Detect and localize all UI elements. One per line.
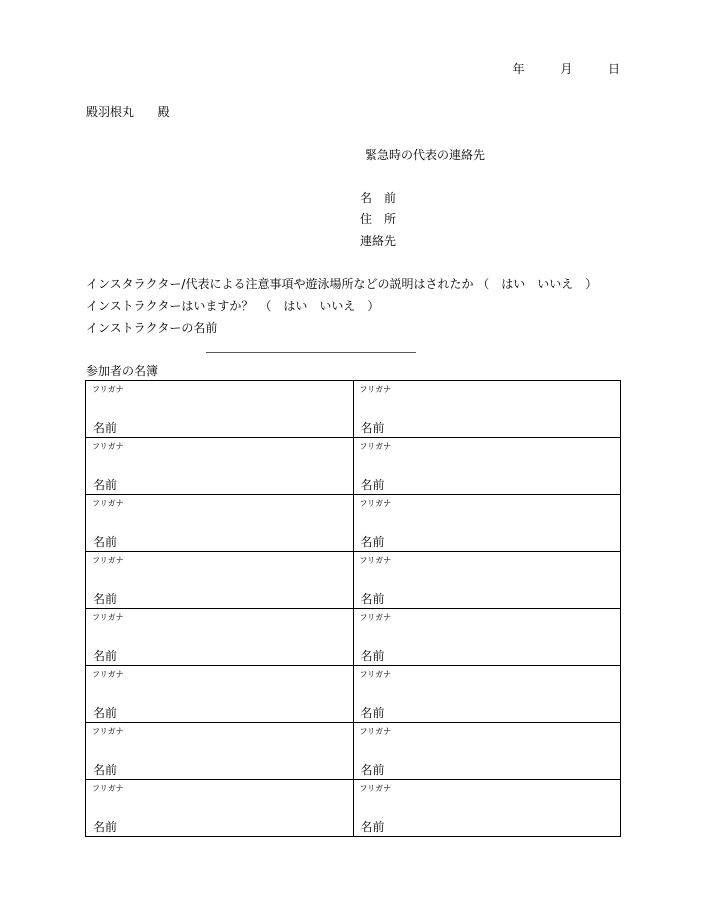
participant-cell[interactable]	[353, 723, 621, 780]
participant-cell[interactable]	[86, 552, 354, 609]
participant-cell[interactable]	[86, 495, 354, 552]
furigana-label: フリガナ	[92, 499, 124, 508]
furigana-label: フリガナ	[92, 670, 124, 679]
question-instructor-present: インストラクターはいますか？ （ はい いいえ ）	[86, 299, 380, 313]
furigana-label: フリガナ	[92, 784, 124, 793]
furigana-label: フリガナ	[92, 385, 124, 394]
name-label: 名前	[93, 820, 118, 834]
emergency-address-label: 住 所	[360, 212, 397, 226]
name-label: 名前	[93, 649, 118, 663]
furigana-label: フリガナ	[359, 670, 392, 679]
name-label: 名前	[360, 478, 385, 492]
name-label: 名前	[360, 649, 385, 663]
name-label: 名前	[360, 535, 385, 549]
table-row	[86, 381, 621, 438]
recipient-name: 殿羽根丸	[86, 105, 135, 119]
name-label: 名前	[360, 820, 385, 834]
participant-cell[interactable]	[86, 381, 354, 438]
question-explanation: インスタラクター/代表による注意事項や遊泳場所などの説明はされたか （ はい いいえ ）	[86, 277, 598, 291]
furigana-label: フリガナ	[359, 556, 392, 565]
table-row	[86, 495, 621, 552]
emergency-contact-label: 連絡先	[360, 234, 397, 248]
name-label: 名前	[360, 592, 385, 606]
participant-cell[interactable]	[353, 609, 621, 666]
table-row	[86, 609, 621, 666]
roster-title: 参加者の名簿	[86, 364, 159, 378]
furigana-label: フリガナ	[92, 613, 124, 622]
date-day-label: 日	[607, 62, 620, 76]
table-row	[86, 552, 621, 609]
participant-cell[interactable]	[353, 552, 621, 609]
emergency-contact-title: 緊急時の代表の連絡先	[365, 148, 486, 162]
table-row	[86, 780, 621, 837]
name-label: 名前	[93, 478, 118, 492]
date-year-label: 年	[512, 62, 525, 76]
furigana-label: フリガナ	[92, 556, 124, 565]
name-label: 名前	[93, 592, 118, 606]
name-label: 名前	[93, 421, 118, 435]
participant-cell[interactable]	[353, 780, 621, 837]
participant-cell[interactable]	[353, 438, 621, 495]
participant-cell[interactable]	[353, 495, 621, 552]
furigana-label: フリガナ	[359, 727, 392, 736]
emergency-name-label: 名 前	[360, 191, 397, 205]
name-label: 名前	[93, 535, 118, 549]
furigana-label: フリガナ	[359, 385, 392, 394]
name-label: 名前	[360, 763, 385, 777]
participant-roster-table	[85, 380, 621, 837]
date-month-label: 月	[560, 62, 573, 76]
name-label: 名前	[360, 706, 385, 720]
instructor-name-line[interactable]	[206, 352, 416, 353]
table-row	[86, 723, 621, 780]
name-label: 名前	[93, 706, 118, 720]
furigana-label: フリガナ	[359, 499, 392, 508]
participant-cell[interactable]	[86, 780, 354, 837]
participant-cell[interactable]	[86, 438, 354, 495]
table-row	[86, 438, 621, 495]
participant-cell[interactable]	[86, 609, 354, 666]
furigana-label: フリガナ	[359, 442, 392, 451]
participant-cell[interactable]	[86, 723, 354, 780]
participant-cell[interactable]	[86, 666, 354, 723]
recipient-honorific: 殿	[157, 105, 170, 119]
name-label: 名前	[93, 763, 118, 777]
furigana-label: フリガナ	[92, 442, 124, 451]
participant-cell[interactable]	[353, 666, 621, 723]
question-instructor-name: インストラクターの名前	[86, 321, 218, 335]
date-line	[513, 63, 620, 75]
furigana-label: フリガナ	[359, 613, 392, 622]
name-label: 名前	[360, 421, 385, 435]
participant-cell[interactable]	[353, 381, 621, 438]
furigana-label: フリガナ	[92, 727, 124, 736]
recipient	[86, 106, 170, 118]
furigana-label: フリガナ	[359, 784, 392, 793]
table-row	[86, 666, 621, 723]
